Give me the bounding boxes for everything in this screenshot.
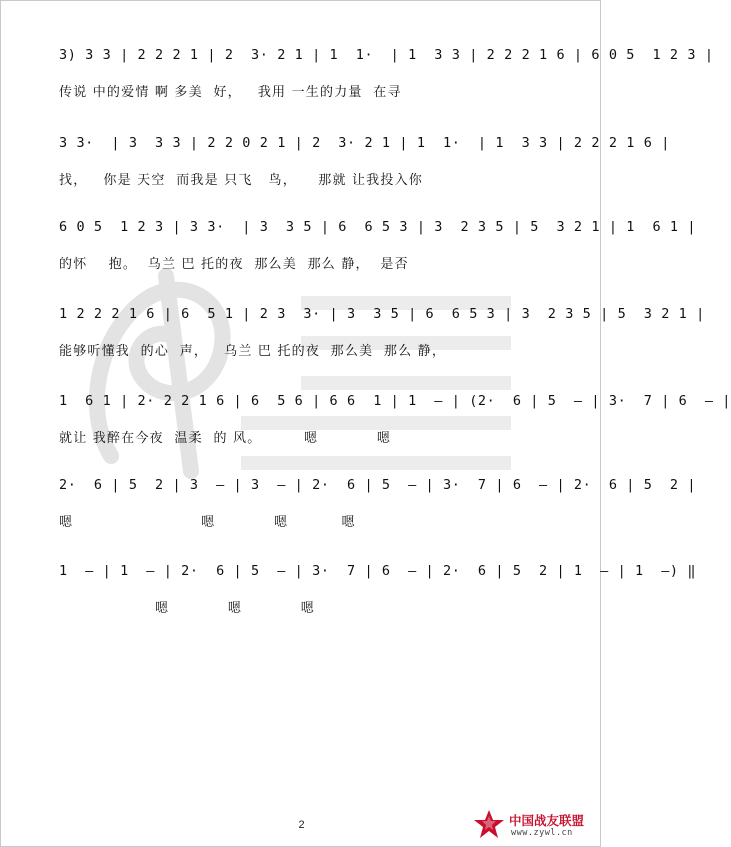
logo-name: 中国战友联盟	[509, 813, 585, 828]
notation-row: 1 — | 1 — | 2· 6 | 5 — | 3· 7 | 6 — | 2· 6 | 5 2 | 1 — | 1 —) ‖	[59, 563, 697, 579]
page-number: 2	[298, 819, 305, 831]
lyrics-row: 找， 你是 天空 而我是 只飞 鸟， 那就 让我投入你	[59, 173, 423, 188]
site-logo[interactable]	[471, 806, 596, 844]
lyrics-row: 就让 我醉在今夜 温柔 的 风。 嗯 嗯	[59, 431, 392, 446]
notation-row: 2· 6 | 5 2 | 3 — | 3 — | 2· 6 | 5 — | 3· 7 | 6 — | 2· 6 | 5 2 |	[59, 477, 697, 493]
red-star-icon	[473, 808, 505, 840]
notation-row: 6 0 5 1 2 3 | 3 3· | 3 3 5 | 6 6 5 3 | 3 2 3 5 | 5 3 2 1 | 1 6 1 |	[59, 219, 697, 235]
notation-row: 3) 3 3 | 2 2 2 1 | 2 3· 2 1 | 1 1· | 1 3 3 | 2 2 2 1 6 | 6 0 5 1 2 3 |	[59, 47, 714, 63]
lyrics-row: 的怀 抱。 乌兰 巴 托的夜 那么美 那么 静， 是否	[59, 257, 409, 272]
lyrics-row: 能够听懂我 的心 声， 乌兰 巴 托的夜 那么美 那么 静，	[59, 344, 447, 359]
treble-clef-watermark-icon	[71, 256, 531, 486]
lyrics-row: 传说 中的爱情 啊 多美 好， 我用 一生的力量 在寻	[59, 85, 402, 100]
notation-row: 3 3· | 3 3 3 | 2 2 0 2 1 | 2 3· 2 1 | 1 1· | 1 3 3 | 2 2 2 1 6 |	[59, 135, 670, 151]
logo-url[interactable]: www.zywl.cn	[511, 828, 573, 838]
lyrics-row: 嗯 嗯 嗯 嗯	[59, 515, 356, 530]
notation-row: 1 6 1 | 2· 2 2 1 6 | 6 5 6 | 6 6 1 | 1 — | (2· 6 | 5 — | 3· 7 | 6 — |	[59, 393, 731, 409]
lyrics-row: 嗯 嗯 嗯	[59, 601, 315, 616]
notation-row: 1 2 2 2 1 6 | 6 5 1 | 2 3 3· | 3 3 5 | 6 6 5 3 | 3 2 3 5 | 5 3 2 1 |	[59, 306, 705, 322]
